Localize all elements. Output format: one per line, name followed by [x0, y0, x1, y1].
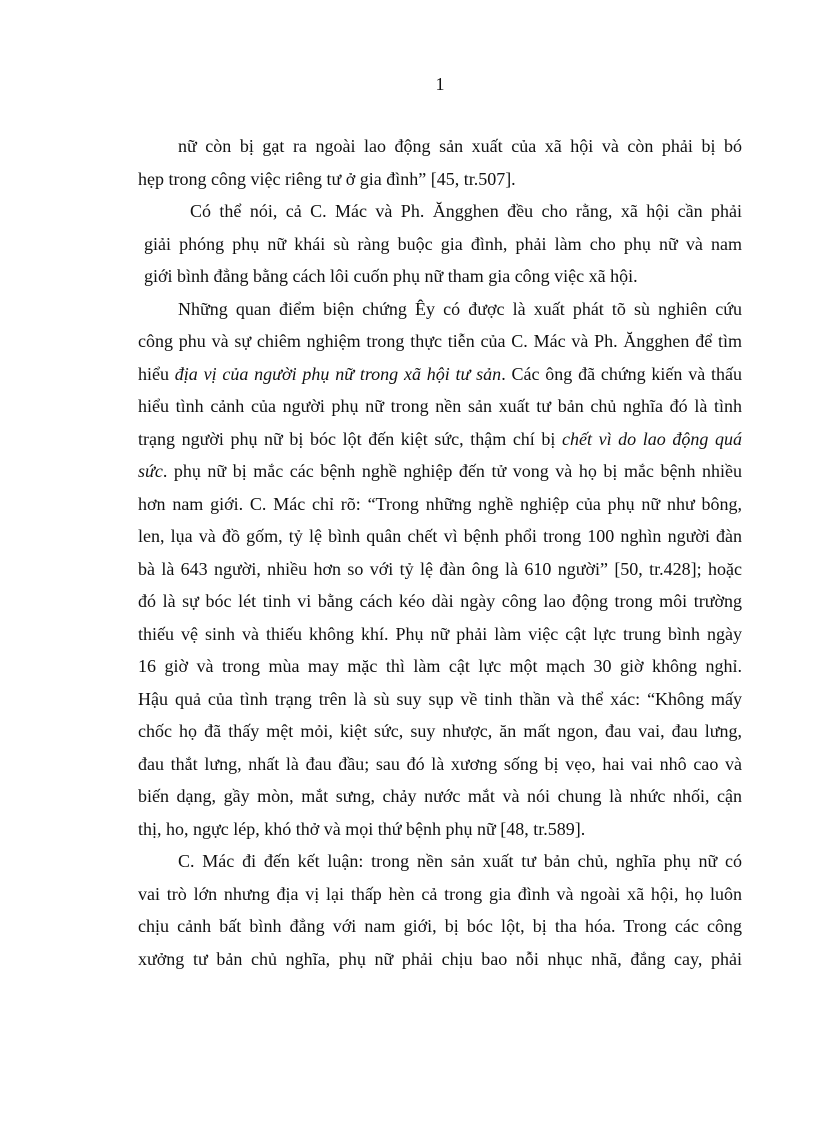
text-line: hơn nam giới. C. Mác chỉ rõ: “Trong những nghề nghiệp của phụ nữ như bông, — [138, 493, 742, 514]
text-line — [138, 358, 742, 391]
text-run: hiểu — [138, 363, 175, 384]
text-run: trạng người phụ nữ bị bóc lột đến kiệt sức, thậm chí bị — [138, 428, 563, 449]
text-run: . Các ông đã chứng kiến và thấu — [501, 363, 742, 384]
text-line: hiểu tình cảnh của người phụ nữ trong nền sản xuất tư bản chủ nghĩa đó là tình — [138, 396, 742, 416]
text-line: xưởng tư bản chủ nghĩa, phụ nữ phải chịu bao nỗi nhục nhã, đắng cay, phải — [138, 948, 742, 969]
italic-text: sức — [138, 461, 163, 481]
text-line: 16 giờ và trong mùa may mặc thì làm cật lực một mạch 30 giờ không nghỉ. — [138, 656, 742, 676]
page-number: 1 — [435, 74, 445, 94]
text-line: bà là 643 người, nhiều hơn so với tỷ lệ đàn ông là 610 người” [50, tr.428]; hoặc — [138, 558, 742, 579]
text-line: thị, ho, ngực lép, khó thở và mọi thứ bệnh phụ nữ [48, tr.589]. — [138, 818, 586, 839]
text-line: Những quan điểm biện chứng Êy có được là xuất phát tõ sù nghiên cứu — [178, 298, 742, 319]
text-line: Hậu quả của tình trạng trên là sù suy sụp về tinh thần và thể xác: “Không mấy — [138, 688, 742, 709]
text-line: C. Mác đi đến kết luận: trong nền sản xuất tư bản chủ, nghĩa phụ nữ có — [178, 851, 742, 871]
paragraph-2 — [138, 195, 742, 293]
text-line: đó là sự bóc lét tinh vi bằng cách kéo dài ngày công lao động trong môi trường — [138, 591, 742, 611]
text-line: giải phóng phụ nữ khái sù ràng buộc gia đình, phải làm cho phụ nữ và nam — [144, 233, 742, 254]
paragraph-4 — [138, 845, 742, 975]
italic-text: địa vị của người phụ nữ trong xã hội tư sản — [174, 363, 502, 384]
paragraph-3 — [138, 293, 742, 846]
document-body — [138, 130, 742, 975]
text-line: chốc họ đã thấy mệt mỏi, kiệt sức, suy nhược, ăn mất ngon, đau vai, đau lưng, — [138, 721, 742, 741]
text-line: hẹp trong công việc riêng tư ở gia đình” [45, tr.507]. — [138, 168, 516, 189]
text-line — [138, 423, 742, 456]
text-line: công phu và sự chiêm nghiệm trong thực tiễn của C. Mác và Ph. Ăngghen để tìm — [138, 331, 742, 351]
text-line: len, lụa và đồ gốm, tỷ lệ bình quân chết vì bệnh phổi trong 100 nghìn người đàn — [138, 526, 742, 546]
text-line: thiếu vệ sinh và thiếu không khí. Phụ nữ phải làm việc cật lực trung bình ngày — [138, 623, 742, 644]
text-run: . phụ nữ bị mắc các bệnh nghề nghiệp đến tử vong và họ bị mắc bệnh nhiều — [162, 461, 742, 481]
text-line: Có thể nói, cả C. Mác và Ph. Ăngghen đều cho rằng, xã hội cần phải — [190, 201, 742, 221]
text-line: chịu cảnh bất bình đẳng với nam giới, bị bóc lột, bị tha hóa. Trong các công — [138, 916, 742, 936]
text-line: biến dạng, gầy mòn, mắt sưng, chảy nước mắt và nói chung là nhức nhối, cận — [138, 786, 742, 806]
paragraph-1 — [138, 130, 742, 195]
text-line: vai trò lớn nhưng địa vị lại thấp hèn cả trong gia đình và ngoài xã hội, họ luôn — [138, 883, 742, 904]
text-line: giới bình đẳng bằng cách lôi cuốn phụ nữ tham gia công việc xã hội. — [144, 266, 638, 286]
text-line: đau thắt lưng, nhất là đau đầu; sau đó là xương sống bị vẹo, hai vai nhô cao và — [138, 753, 742, 774]
text-line — [138, 455, 742, 488]
text-line: nữ còn bị gạt ra ngoài lao động sản xuất của xã hội và còn phải bị bó — [178, 136, 742, 156]
italic-text: chết vì do lao động quá — [562, 428, 742, 449]
